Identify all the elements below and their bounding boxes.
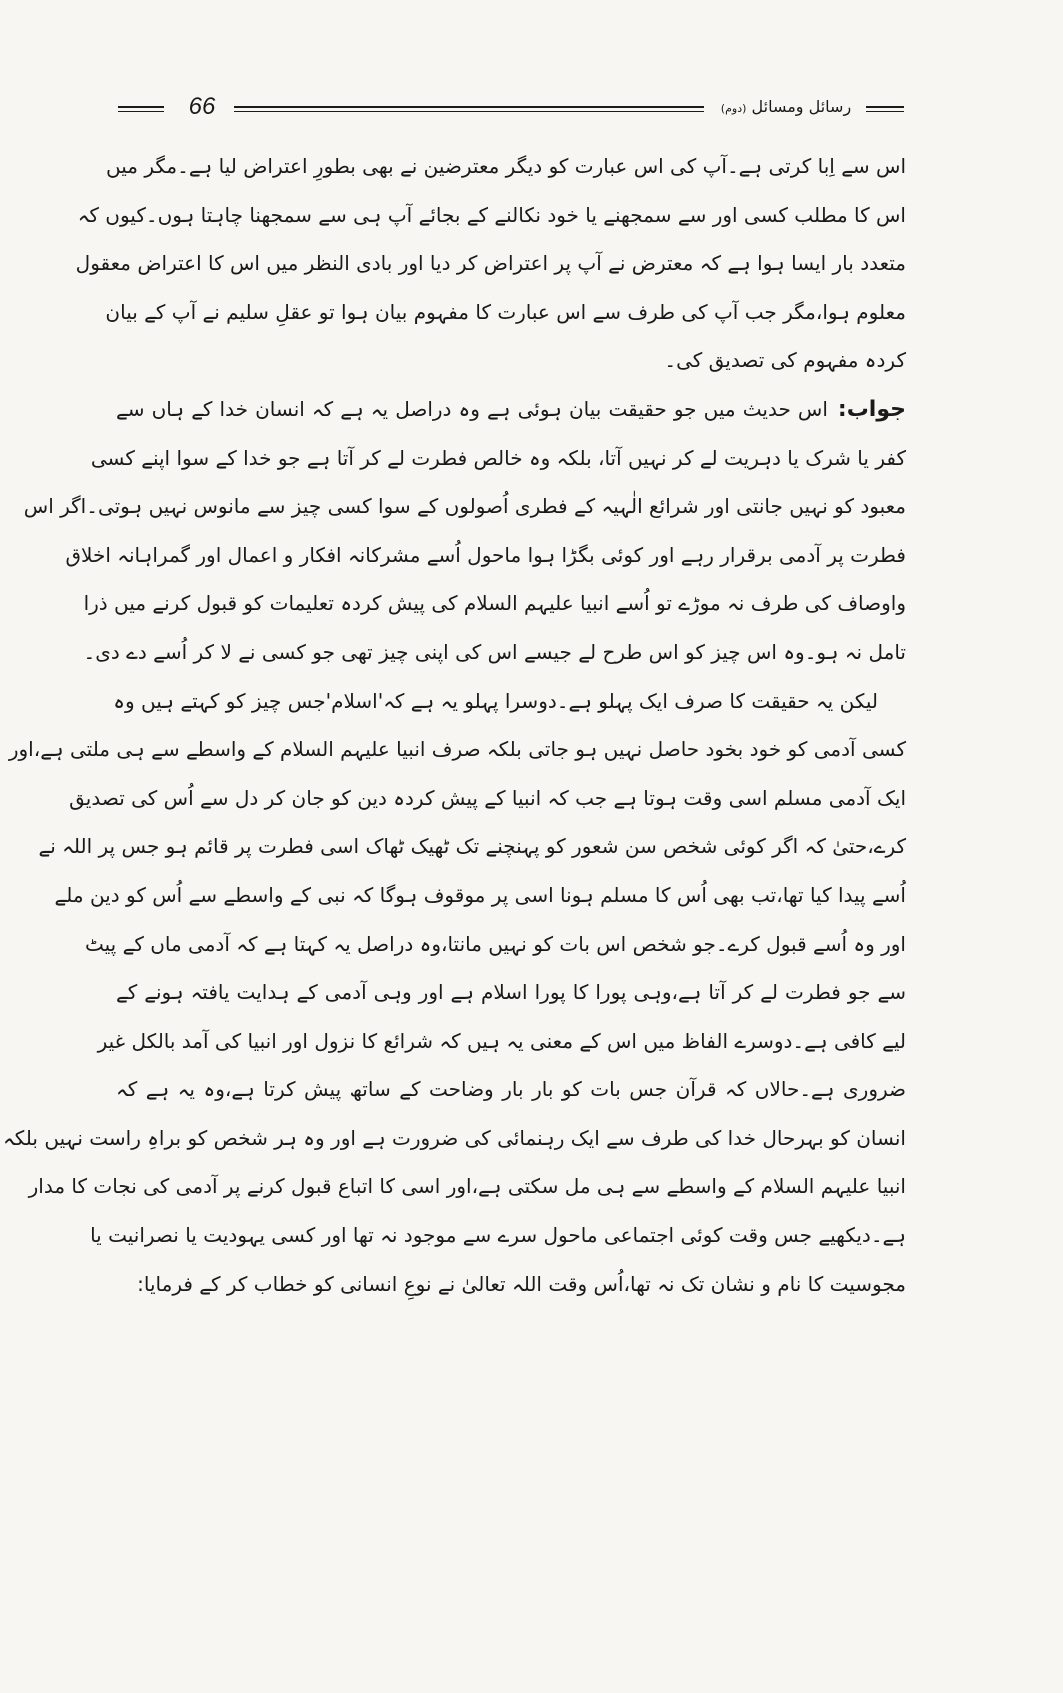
- text-line: کردہ مفہوم کی تصدیق کی۔: [664, 348, 906, 373]
- running-title-volume: (دوم): [720, 102, 747, 115]
- text-line: فطرت پر آدمی برقرار رہے اور کوئی بگڑا ہوا ماحول اُسے مشرکانہ افکار و اعمال اور گمراہانہ اخلاق: [65, 542, 906, 567]
- text-line: ہے۔دیکھیے جس وقت کوئی اجتماعی ماحول سرے سے موجود نہ تھا اور کسی یہودیت یا نصرانیت یا: [90, 1223, 906, 1248]
- text-line: ضروری ہے۔حالاں کہ قرآن جس بات کو بار بار وضاحت کے ساتھ پیش کرتا ہے،وہ یہ ہے کہ: [116, 1077, 906, 1102]
- text-line: لیے کافی ہے۔دوسرے الفاظ میں اس کے معنی یہ ہیں کہ شرائع کا نزول اور انبیا کی آمد بالکل غیر: [97, 1028, 906, 1053]
- page-body: [3, 142, 906, 1662]
- text-line: اور وہ اُسے قبول کرے۔جو شخص اس بات کو نہیں مانتا،وہ دراصل یہ کہتا ہے کہ آدمی ماں کے پیٹ: [85, 931, 906, 956]
- running-title-text: رسائل ومسائل: [751, 97, 852, 116]
- text-line: کرے،حتیٰ کہ اگر کوئی شخص سن شعور کو پہنچنے تک ٹھیک ٹھاک اسی فطرت پر قائم ہو جس پر اللہ نے: [38, 834, 906, 859]
- header-rule-left: [118, 106, 164, 112]
- text-line: ایک آدمی مسلم اسی وقت ہوتا ہے جب کہ انبیا کے پیش کردہ دین کو جان کر دل سے اُس کی تصدیق: [69, 785, 906, 810]
- text-line: اس کا مطلب کسی اور سے سمجھنے یا خود نکالنے کے بجائے آپ ہی سے سمجھنا چاہتا ہوں۔کیوں کہ: [77, 202, 906, 227]
- text-line: واوصاف کی طرف نہ موڑے تو اُسے انبیا علیہم السلام کی پیش کردہ تعلیمات کو قبول کرنے میں ذرا: [83, 591, 906, 616]
- text-line: مجوسیت کا نام و نشان تک نہ تھا،اُس وقت اللہ تعالیٰ نے نوعِ انسانی کو خطاب کر کے فرمایا:: [137, 1271, 906, 1296]
- text-line: کفر یا شرک یا دہریت لے کر نہیں آتا، بلکہ وہ خالص فطرت لے کر آتا ہے جو خدا کے سوا اپنے کسی: [90, 445, 906, 470]
- page-number: 66: [188, 93, 216, 120]
- text-line: انبیا علیہم السلام کے واسطے سے ہی مل سکتی ہے،اور اسی کا اتباع قبول کرنے پر آدمی کی نجات کا مدار: [28, 1174, 906, 1199]
- text-line: انسان کو بہرحال خدا کی طرف سے ایک رہنمائی کی ضرورت ہے اور وہ ہر شخص کو براہِ راست نہیں بلکہ: [3, 1125, 906, 1150]
- text-line: کسی آدمی کو خود بخود حاصل نہیں ہو جاتی بلکہ صرف انبیا علیہم السلام کے واسطے سے ہی ملتی ہے،اور: [8, 737, 906, 762]
- header-rule-middle: [234, 106, 704, 112]
- running-title: [708, 92, 864, 124]
- answer-first-line-text: اس حدیث میں جو حقیقت بیان ہوئی ہے وہ دراصل یہ ہے کہ انسان خدا کے ہاں سے: [116, 396, 828, 421]
- text-line: تامل نہ ہو۔وہ اس چیز کو اس طرح لے جیسے اس کی اپنی چیز تھی جو کسی نے لا کر اُسے دے دی۔: [83, 639, 906, 664]
- text-line: سے جو فطرت لے کر آتا ہے،وہی پورا کا پورا اسلام ہے اور وہی آدمی کے ہدایت یافتہ ہونے کے: [116, 980, 906, 1005]
- text-line: اس سے اِبا کرتی ہے۔آپ کی اس عبارت کو دیگر معترضین نے بھی بطورِ اعتراض لیا ہے۔مگر میں: [105, 154, 906, 178]
- answer-first-line: [116, 385, 906, 434]
- header-rule-right: [866, 106, 904, 112]
- page-header: [118, 92, 904, 122]
- text-line: معبود کو نہیں جانتی اور شرائع الٰہیہ کے فطری اُصولوں کے سوا کسی چیز سے مانوس نہیں ہوتی۔اگر اس: [23, 494, 906, 519]
- text-line: اُسے پیدا کیا تھا،تب بھی اُس کا مسلم ہونا اسی پر موقوف ہوگا کہ نبی کے واسطے سے اُس کو دین ملے: [54, 882, 906, 907]
- answer-label: جواب:: [837, 396, 906, 422]
- text-line: معلوم ہوا،مگر جب آپ کی طرف سے اس عبارت کا مفہوم بیان ہوا تو عقلِ سلیم نے آپ کے بیان: [105, 299, 906, 324]
- text-line: متعدد بار ایسا ہوا ہے کہ معترض نے آپ پر اعتراض کر دیا اور بادی النظر میں اس کا اعتراض معقول: [75, 251, 906, 276]
- text-line: لیکن یہ حقیقت کا صرف ایک پہلو ہے۔دوسرا پہلو یہ ہے کہ'اسلام'جس چیز کو کہتے ہیں وہ: [113, 688, 878, 713]
